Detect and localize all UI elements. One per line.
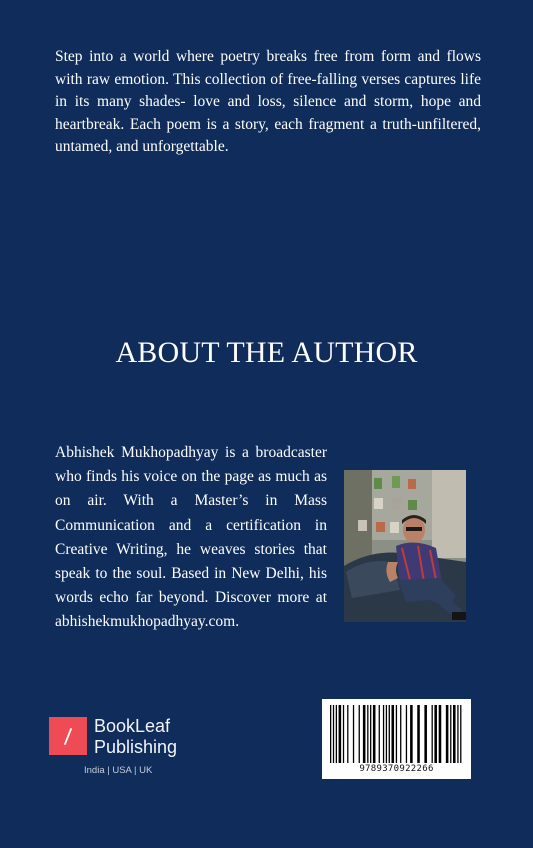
barcode-bar [439, 705, 442, 763]
barcode-bar [396, 705, 397, 763]
barcode-bar [343, 705, 344, 763]
barcode-bar [367, 705, 368, 763]
barcode-bar [347, 705, 348, 763]
barcode-bar [460, 705, 461, 763]
publisher-name-line1: BookLeaf [94, 716, 171, 736]
author-photo [344, 470, 466, 622]
barcode-bar [391, 705, 394, 763]
book-blurb: Step into a world where poetry breaks free from form and flows with raw emotion. This collection of free-falling verses captures life in its many shades- love and loss, silence and storm, hope and heartbreak. Each poem is a story, each fragment a truth-unfiltered, untamed, and unforgettable. [55, 48, 481, 155]
barcode-bar [383, 705, 384, 763]
barcode-bar [453, 705, 456, 763]
author-bio: Abhishek Mukhopadhyay is a broadcaster who finds his voice on the page as much as on air. With a Master’s in Mass Communication and a certification in Creative Writing, he weaves stories that speak to the soul. Based in New Delhi, his words echo far beyond. Discover more at abhishekmukhopadhyay.com. [55, 444, 327, 631]
slash-logo-icon [49, 717, 87, 755]
isbn-number: 9789370922266 [359, 764, 434, 774]
barcode-bar [424, 705, 427, 763]
publisher-regions: India | USA | UK [84, 765, 153, 776]
barcode-bar [330, 705, 331, 763]
barcode-bar [363, 705, 366, 763]
barcode-bar [333, 705, 334, 763]
barcode-bar [446, 705, 449, 763]
barcode-bar [339, 705, 342, 763]
publisher-logo [49, 717, 219, 757]
barcode-bar [434, 705, 437, 763]
barcode-bar [353, 705, 354, 763]
barcode-bar [410, 705, 413, 763]
about-author-heading: ABOUT THE AUTHOR [115, 336, 418, 369]
barcode-bar [336, 705, 337, 763]
barcode-bar [450, 705, 451, 763]
barcode-bar [389, 705, 390, 763]
barcode-bar [370, 705, 371, 763]
barcode-bar [417, 705, 420, 763]
barcode-bar [386, 705, 387, 763]
barcode-bar [457, 705, 458, 763]
barcode-bar [432, 705, 433, 763]
barcode-bar [379, 705, 380, 763]
publisher-name-line2: Publishing [94, 737, 178, 757]
barcode-bars [330, 705, 463, 763]
barcode-bar [359, 705, 360, 763]
barcode-bar [406, 705, 407, 763]
barcode-bar [400, 705, 401, 763]
isbn-barcode [322, 699, 471, 779]
barcode-bar [373, 705, 376, 763]
